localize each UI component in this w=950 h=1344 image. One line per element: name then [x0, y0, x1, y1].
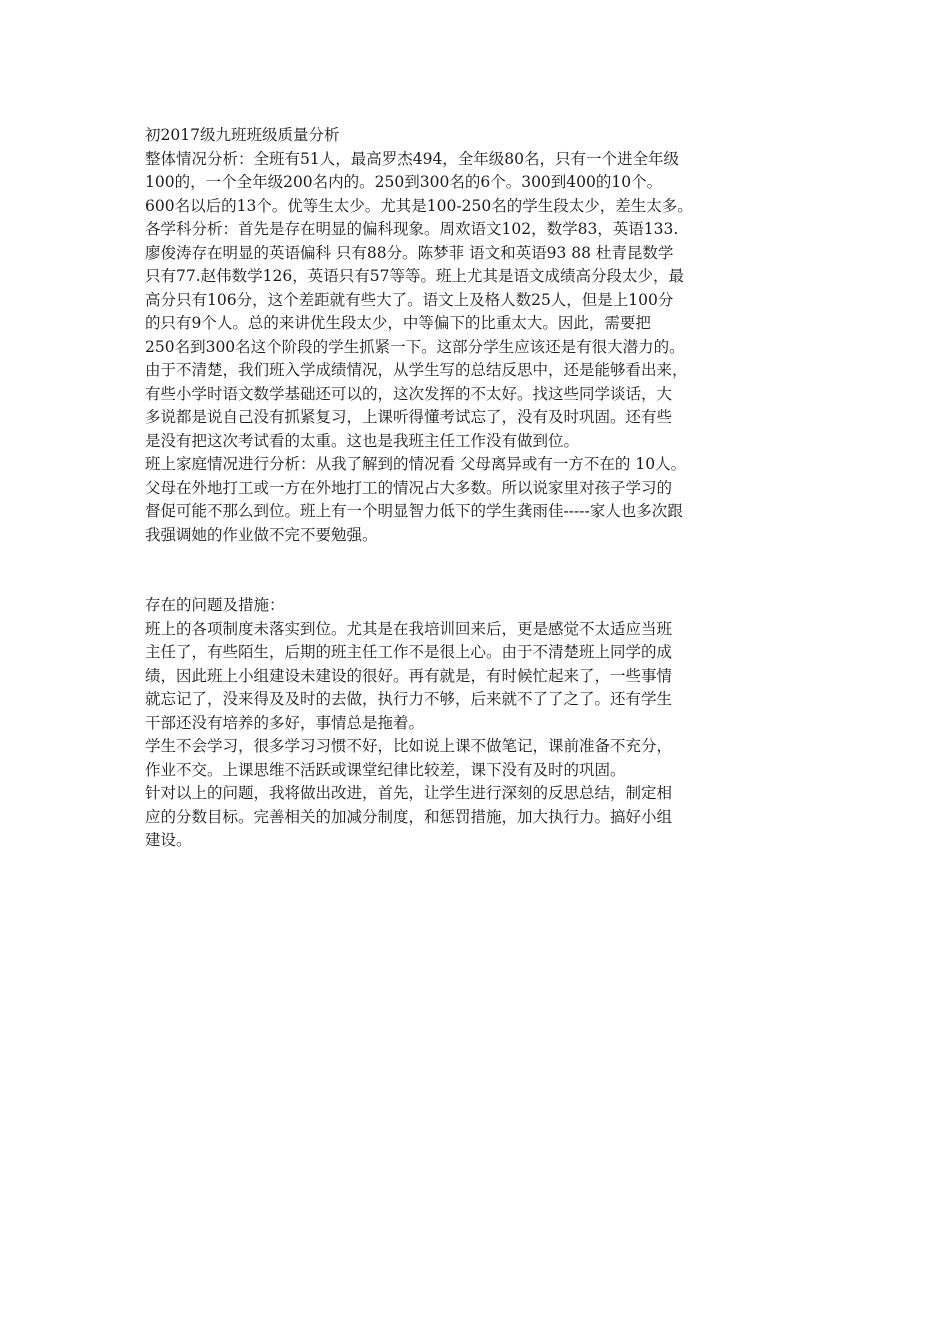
analysis-section [145, 148, 830, 548]
paragraph-line: 多说都是说自己没有抓紧复习，上课听得懂考试忘了，没有及时巩固。还有些 [145, 408, 673, 426]
paragraph-line: 只有77.赵伟数学126，英语只有57等等。班上尤其是语文成绩高分段太少，最 [145, 267, 684, 285]
section-heading: 存在的问题及措施： [145, 596, 285, 614]
paragraph-line: 绩，因此班上小组建设未建设的很好。再有就是，有时候忙起来了，一些事情 [145, 666, 673, 685]
paragraph-line: 100的，一个全年级200名内的。250到300名的6个。300到400的10个。 [145, 173, 663, 191]
paragraph-line: 督促可能不那么到位。班上有一个明显智力低下的学生龚雨佳-----家人也多次跟 [145, 502, 683, 520]
paragraph-line: 600名以后的13个。优等生太少。尤其是100-250名的学生段太少，差生太多。 [145, 196, 693, 215]
paragraph-line: 由于不清楚，我们班入学成绩情况，从学生写的总结反思中，还是能够看出来， [145, 361, 688, 379]
paragraph-line: 250名到300名这个阶段的学生抓紧一下。这部分学生应该还是有很大潜力的。 [145, 337, 685, 356]
problems-section [145, 594, 830, 853]
paragraph-line: 干部还没有培养的多好，事情总是拖着。 [145, 713, 425, 732]
document-body [145, 124, 830, 853]
paragraph-line: 班上的各项制度未落实到位。尤其是在我培训回来后，更是感觉不太适应当班 [145, 619, 673, 638]
document-title: 初2017级九班班级质量分析 [145, 126, 340, 144]
paragraph-line: 针对以上的问题，我将做出改进，首先，让学生进行深刻的反思总结，制定相 [145, 784, 673, 802]
paragraph-line: 的只有9个人。总的来讲优生段太少，中等偏下的比重太大。因此，需要把 [145, 314, 651, 332]
paragraph-line: 是没有把这次考试看的太重。这也是我班主任工作没有做到位。 [145, 431, 580, 450]
paragraph-line: 高分只有106分，这个差距就有些大了。语文上及格人数25人，但是上100分 [145, 290, 674, 309]
paragraph-line: 各学科分析：首先是存在明显的偏科现象。周欢语文102，数学83，英语133. [145, 220, 679, 238]
paragraph-line: 整体情况分析：全班有51人，最高罗杰494，全年级80名，只有一个进全年级 [145, 149, 680, 168]
paragraph-line: 就忘记了，没来得及及时的去做，执行力不够，后来就不了了之了。还有学生 [145, 690, 673, 708]
paragraph-line: 父母在外地打工或一方在外地打工的情况占大多数。所以说家里对孩子学习的 [145, 478, 673, 497]
paragraph-line: 作业不交。上课思维不活跃或课堂纪律比较差，课下没有及时的巩固。 [145, 760, 626, 779]
paragraph-line: 廖俊涛存在明显的英语偏科 只有88分。陈梦菲 语文和英语93 88 杜青昆数学 [145, 243, 674, 262]
paragraph-line: 班上家庭情况进行分析：从我了解到的情况看 父母离异或有一方不在的 10人。 [145, 455, 687, 473]
paragraph-line: 主任了，有些陌生，后期的班主任工作不是很上心。由于不清楚班上同学的成 [145, 643, 673, 661]
spacer [145, 547, 830, 594]
paragraph-line: 学生不会学习，很多学习习惯不好，比如说上课不做笔记，课前准备不充分， [145, 737, 673, 755]
paragraph-line: 应的分数目标。完善相关的加减分制度，和惩罚措施，加大执行力。搞好小组 [145, 807, 673, 826]
paragraph-line: 我强调她的作业做不完不要勉强。 [145, 525, 378, 544]
paragraph-line: 有些小学时语文数学基础还可以的，这次发挥的不太好。找这些同学谈话，大 [145, 384, 673, 403]
paragraph-line: 建设。 [145, 831, 192, 849]
